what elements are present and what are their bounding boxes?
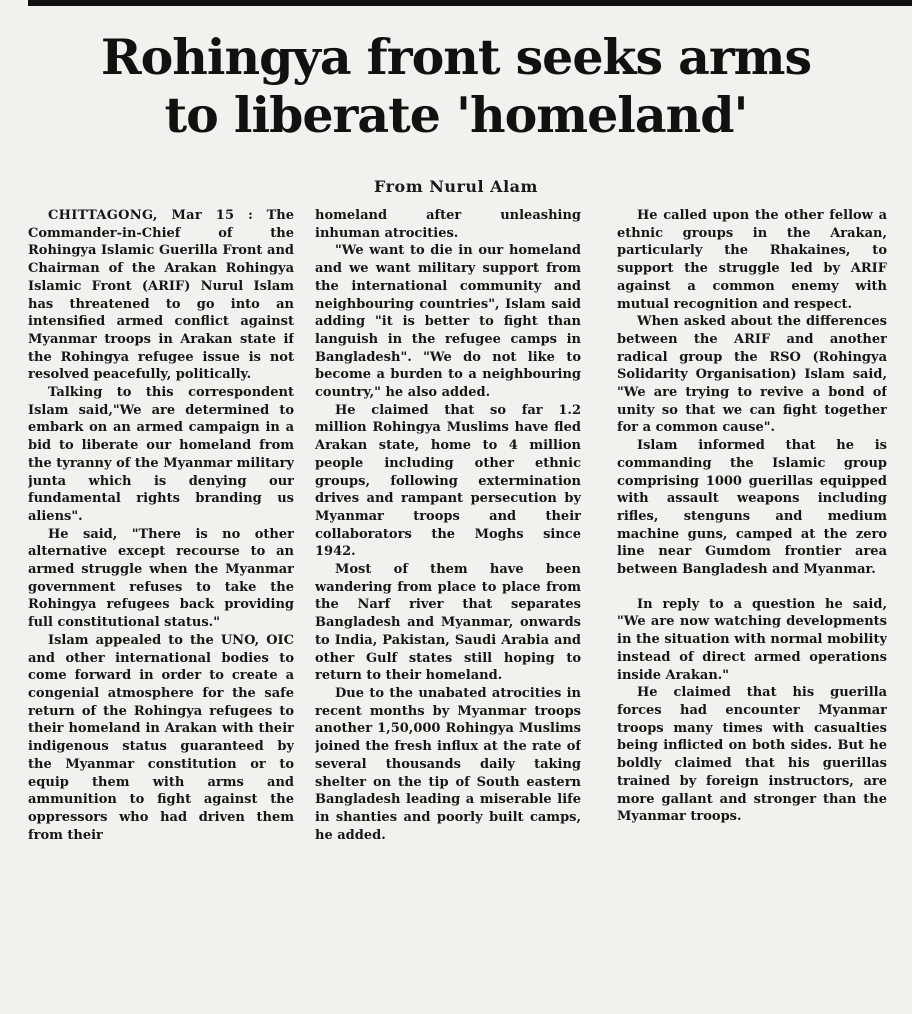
article-body <box>28 207 894 1007</box>
paragraph: Most of them have been wandering from place to place from the Narf river that separates Bangladesh and Myanmar, onwards to India, Pakistan, Saudi Arabia and other Gulf states still hoping to return to their homeland. <box>315 562 581 684</box>
article-column-1 <box>28 207 294 1007</box>
headline <box>0 28 912 144</box>
paragraph: He claimed that so far 1.2 million Rohingya Muslims have fled Arakan state, home to 4 million people including other ethnic groups, following extermination drives and rampant persecution by Myanmar troops and their collaborators the Moghs since 1942. <box>315 402 581 560</box>
top-rule <box>28 0 912 6</box>
headline-line-2: to liberate 'homeland' <box>164 86 748 144</box>
paragraph: Islam appealed to the UNO, OIC and other international bodies to come forward in order to create a congenial atmosphere for the safe return of the Rohingya refugees to their homeland in Arakan with their indigenous status guaranteed by the Myanmar constitution or to equip them with arms and ammunition to fight against the oppressors who had driven them from their <box>28 632 294 843</box>
paragraph: He called upon the other fellow a ethnic groups in the Arakan, particularly the Rhakaines, to support the struggle led by ARIF against a common enemy with mutual recognition and respect. <box>617 208 887 312</box>
paragraph: In reply to a question he said, "We are now watching developments in the situation with normal mobility instead of direct armed operations inside Arakan." <box>617 596 887 683</box>
paragraph: Islam informed that he is commanding the Islamic group comprising 1000 guerillas equipped with assault weapons including rifles, stenguns and medium machine guns, camped at the zero line near Gumdom frontier area between Bangladesh and Myanmar. <box>617 438 887 578</box>
paragraph: He said, "There is no other alternative except recourse to an armed struggle when the Myanmar government refuses to take the Rohingya refugees back providing full constitutional status." <box>28 526 294 631</box>
article-column-2 <box>315 207 581 1007</box>
paragraph-text: The Commander-in-Chief of the Rohingya Islamic Guerilla Front and Chairman of the Arakan Rohingya Islamic Front (ARIF) Nurul Islam has threatened to go into an intensified armed conflict against Myanmar troops in Arakan state if the Rohingya refugee issue is not resolved peacefully, politically. <box>28 208 294 383</box>
paragraph: "We want to die in our homeland and we want military support from the international community and neighbouring countries", Islam said adding "it is better to fight than languish in the refugee camps in Bangladesh". "We do not like to become a burden to a neighbouring country," he also added. <box>315 243 581 401</box>
headline-line-1: Rohingya front seeks arms <box>100 28 812 86</box>
paragraph: Due to the unabated atrocities in recent months by Myanmar troops another 1,50,000 Rohingya Muslims joined the fresh influx at the rate of several thousands daily taking shelter on the tip of South eastern Bangladesh leading a miserable life in shanties and poorly built camps, he added. <box>315 685 581 843</box>
article-column-3 <box>617 207 887 1007</box>
paragraph: When asked about the differences between the ARIF and another radical group the RSO (Rohingya Solidarity Organisation) Islam said, "We are trying to revive a bond of unity so that we can fight together for a common cause". <box>617 314 887 436</box>
paragraph: homeland after unleashing inhuman atrocities. <box>315 208 581 241</box>
paragraph: Talking to this correspondent Islam said,"We are determined to embark on an armed campaign in a bid to liberate our homeland from the tyranny of the Myanmar military junta which is denying our fundamental rights branding us aliens". <box>28 385 294 524</box>
dateline: CHITTAGONG, Mar 15 : <box>48 208 254 223</box>
paragraph <box>28 207 294 384</box>
paragraph: He claimed that his guerilla forces had encounter Myanmar troops many times with casualties being inflicted on both sides. But he boldly claimed that his guerillas trained by foreign instructors, are more gallant and stronger than the Myanmar troops. <box>617 685 887 825</box>
byline: From Nurul Alam <box>374 177 538 196</box>
